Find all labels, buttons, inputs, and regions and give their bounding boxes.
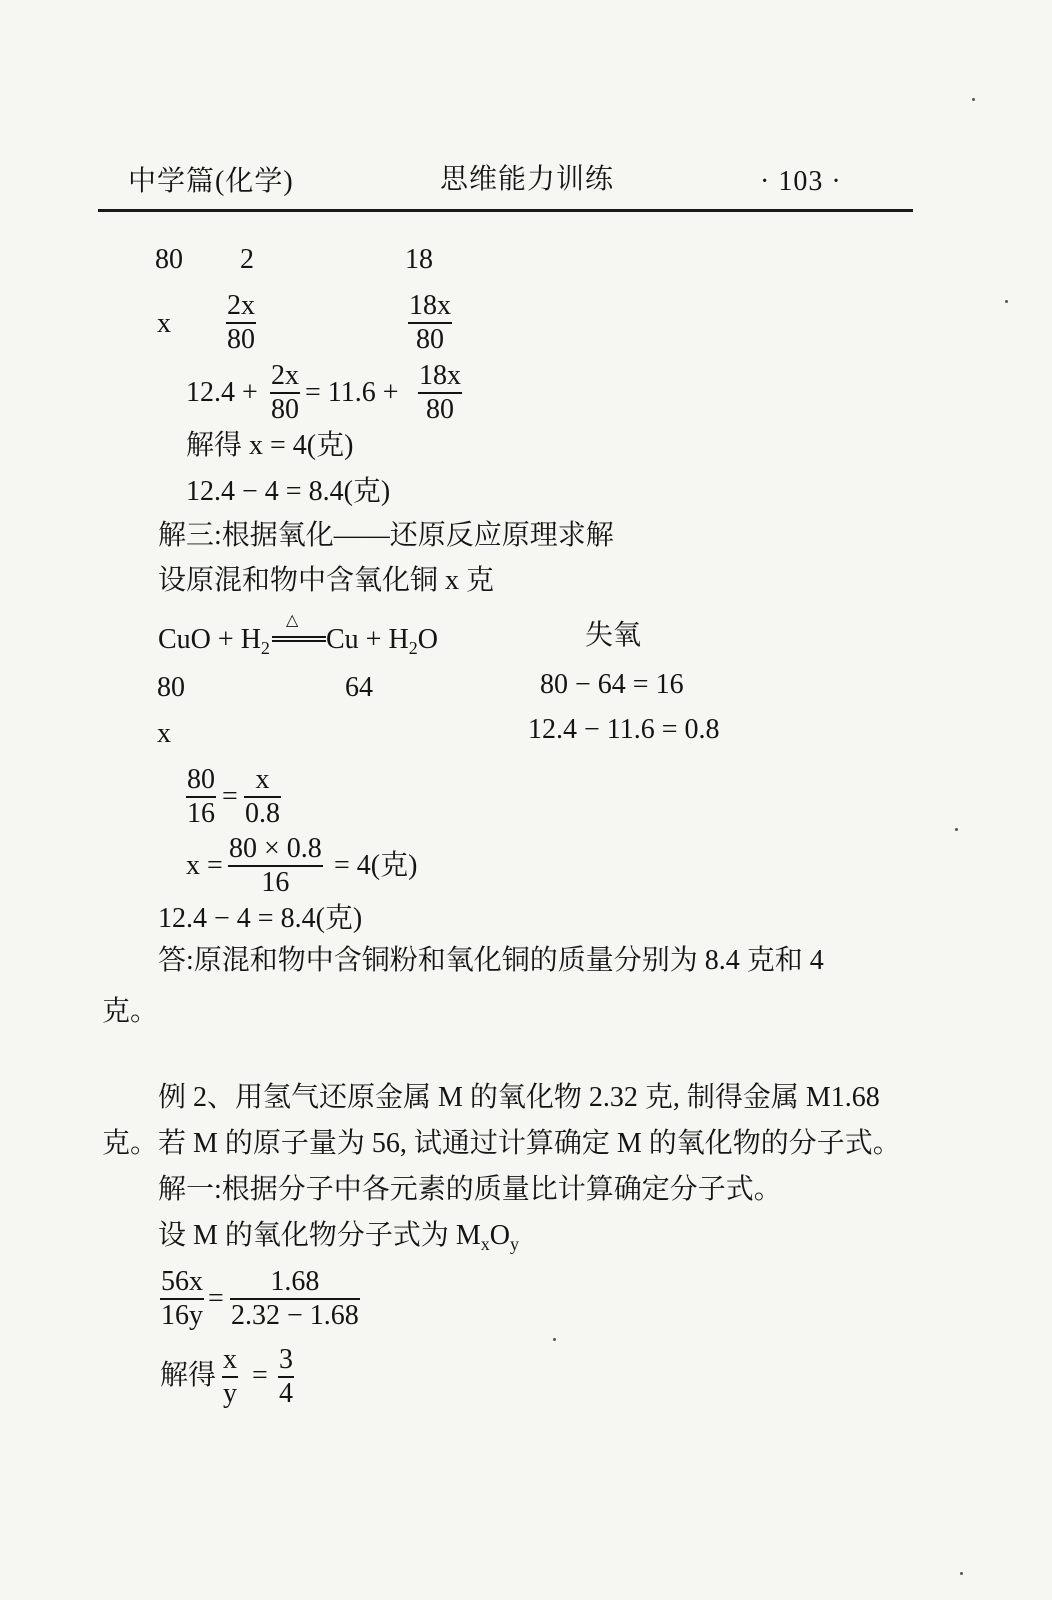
example2-method1-title: 解一:根据分子中各元素的质量比计算确定分子式。 <box>158 1174 782 1205</box>
fraction-18x-80 <box>408 292 452 354</box>
method3-title: 解三:根据氧化——还原反应原理求解 <box>158 520 614 551</box>
method3-assume: 设原混和物中含氧化铜 x 克 <box>158 565 495 596</box>
running-head-left: 中学篇(化学) <box>128 166 294 197</box>
solve-fraction-left <box>222 1346 238 1408</box>
fraction-numerator: x <box>222 1346 238 1378</box>
example2-line-2: 克。若 M 的原子量为 56, 试通过计算确定 M 的氧化物的分子式。 <box>102 1128 901 1159</box>
fraction-numerator: 80 × 0.8 <box>228 835 323 867</box>
solve-fraction-right <box>278 1346 294 1408</box>
assume-text: 设 M 的氧化物分子式为 M <box>158 1220 481 1251</box>
fraction-denominator: 80 <box>271 394 299 425</box>
row1-col2: 2 <box>240 244 254 275</box>
row2-col1: x <box>157 308 171 339</box>
proportion-equals: = <box>222 781 238 812</box>
fraction-denominator: 16y <box>161 1300 203 1331</box>
proportion-right <box>244 766 281 828</box>
scan-speck <box>553 1338 556 1341</box>
header-rule <box>98 209 913 212</box>
scan-speck <box>1005 300 1008 303</box>
fraction-numerator: 56x <box>160 1268 204 1300</box>
reaction-left-text: CuO + H <box>158 624 261 655</box>
equation-middle: = 11.6 + <box>305 377 399 408</box>
m3-row1-col3: 80 − 64 = 16 <box>540 669 684 700</box>
m3-row1-col1: 80 <box>157 672 185 703</box>
fraction-numerator: 18x <box>418 362 462 394</box>
m3-row2-col3: 12.4 − 11.6 = 0.8 <box>528 714 720 745</box>
fraction-2x-80 <box>226 292 256 354</box>
result-line: 12.4 − 4 = 8.4(克) <box>186 476 391 507</box>
fraction-numerator: x <box>244 766 281 798</box>
fraction-numerator: 3 <box>278 1346 294 1378</box>
scan-speck <box>960 1572 963 1575</box>
reaction-right <box>326 626 438 657</box>
fraction-denominator: 2.32 − 1.68 <box>231 1300 359 1331</box>
assume-oxygen: O <box>489 1220 511 1251</box>
reaction-right-text: Cu + H <box>326 624 409 655</box>
x-fraction <box>228 835 323 897</box>
subscript: x <box>480 1234 490 1254</box>
heat-icon: △ <box>286 612 299 629</box>
subscript: 2 <box>260 638 270 658</box>
answer-line-1: 答:原混和物中含铜粉和氧化铜的质量分别为 8.4 克和 4 <box>158 945 824 976</box>
reaction-equals-sign <box>272 636 326 642</box>
fraction-denominator: 16 <box>187 798 215 829</box>
fraction-numerator: 2x <box>226 292 256 324</box>
reaction-left <box>158 626 270 657</box>
scan-speck <box>972 98 975 101</box>
reaction-right-tail: O <box>417 624 438 655</box>
fraction-numerator: 80 <box>186 766 216 798</box>
answer-line-2: 克。 <box>102 996 159 1027</box>
subscript: y <box>510 1234 520 1254</box>
m3-row2-col1: x <box>157 718 171 749</box>
x-rhs: = 4(克) <box>334 850 418 881</box>
page-number: · 103 · <box>760 166 842 197</box>
proportion-left <box>186 766 216 828</box>
method3-result: 12.4 − 4 = 8.4(克) <box>158 903 363 934</box>
solve-equals: = <box>252 1360 268 1391</box>
scan-speck <box>955 828 958 831</box>
example2-assume <box>158 1222 519 1253</box>
fraction-denominator: 0.8 <box>245 798 280 829</box>
fraction-numerator: 18x <box>408 292 452 324</box>
fraction-denominator: y <box>223 1378 237 1409</box>
running-head-center: 思维能力训练 <box>440 164 615 195</box>
ratio-equals: = <box>208 1283 224 1314</box>
ratio-left <box>160 1268 204 1330</box>
equation-fraction-2 <box>418 362 462 424</box>
fraction-denominator: 16 <box>261 867 290 898</box>
loss-label: 失氧 <box>585 620 642 651</box>
row1-col3: 18 <box>405 244 433 275</box>
example2-line-1: 例 2、用氢气还原金属 M 的氧化物 2.32 克, 制得金属 M1.68 <box>158 1082 880 1113</box>
m3-row1-col2: 64 <box>345 672 373 703</box>
solve-line: 解得 x = 4(克) <box>186 430 354 461</box>
solve-prefix: 解得 <box>160 1360 217 1391</box>
x-lhs: x = <box>186 850 223 881</box>
subscript: 2 <box>408 638 418 658</box>
row1-col1: 80 <box>155 244 183 275</box>
equation-fraction-1 <box>270 362 300 424</box>
fraction-denominator: 4 <box>279 1378 293 1409</box>
ratio-right <box>230 1268 360 1330</box>
fraction-denominator: 80 <box>426 394 454 425</box>
fraction-denominator: 80 <box>227 324 255 355</box>
equation-left: 12.4 + <box>186 377 258 408</box>
fraction-numerator: 1.68 <box>230 1268 360 1300</box>
fraction-numerator: 2x <box>270 362 300 394</box>
fraction-denominator: 80 <box>416 324 444 355</box>
